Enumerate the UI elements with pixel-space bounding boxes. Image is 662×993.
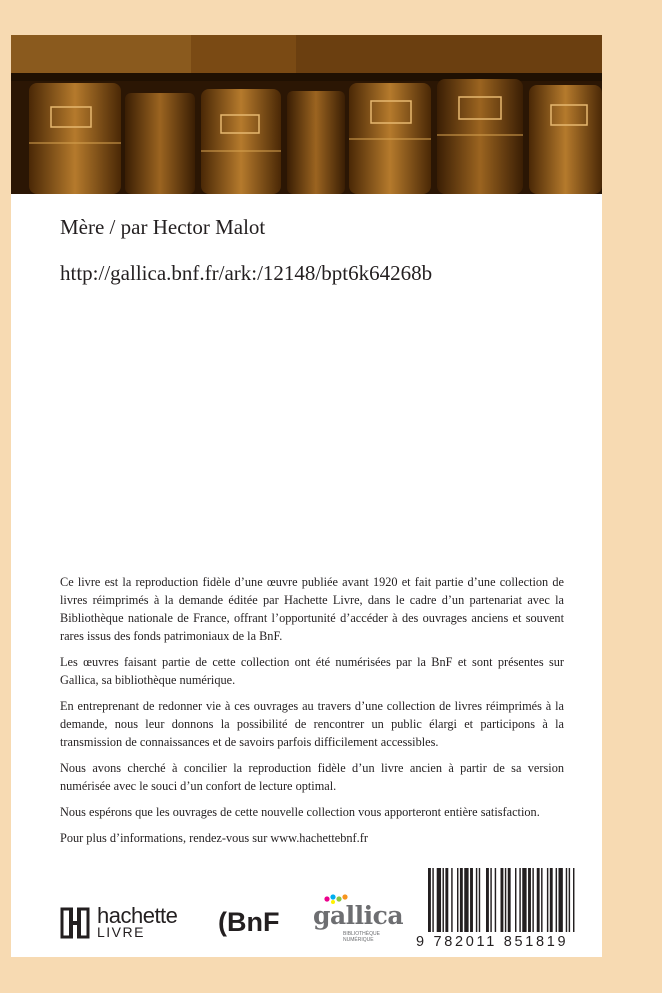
- barcode-bar: [541, 868, 542, 932]
- barcode-bar: [537, 868, 540, 932]
- notice-paragraph: Les œuvres faisant partie de cette collection ont été numérisées par la BnF et sont présentes sur Gallica, sa bibliothèque numérique.: [60, 655, 564, 687]
- barcode-bar: [460, 868, 463, 932]
- barcode-bar: [445, 868, 448, 932]
- barcode-bar: [505, 868, 506, 932]
- bnf-bracket-icon: (: [218, 907, 227, 937]
- barcode-bar: [479, 868, 480, 932]
- barcode-bar: [550, 868, 553, 932]
- barcode-bar: [464, 868, 468, 932]
- bnf-logo: [218, 907, 279, 938]
- gallica-subtitle-line: NUMÉRIQUE: [343, 937, 374, 943]
- barcode-bar: [559, 868, 563, 932]
- bookshelf-banner-image: [11, 35, 602, 194]
- gallica-logo: [313, 893, 404, 943]
- barcode-bar: [566, 868, 567, 932]
- gallica-url: http://gallica.bnf.fr/ark:/12148/bpt6k64268b: [60, 261, 433, 285]
- gallica-wordmark: gallica: [313, 901, 404, 930]
- barcode-bars: [416, 868, 576, 934]
- notice-paragraph: En entreprenant de redonner vie à ces ouvrages au travers d’une collection de livres réimprimés à la demande, nous leur donnons la possibilité de rencontrer un public élargi et participons à la transmission de connaissances et de savoirs parfois difficilement accessibles.: [60, 699, 564, 749]
- barcode-bar: [486, 868, 489, 932]
- barcode-bar: [547, 868, 548, 932]
- barcode-digits: 9 782011 851819: [416, 934, 569, 950]
- barcode-bar: [428, 868, 431, 932]
- barcode-bar: [528, 868, 531, 932]
- notice-paragraph: Nous espérons que les ouvrages de cette nouvelle collection vous apporteront entière satisfaction.: [60, 805, 540, 819]
- barcode-bar: [556, 868, 557, 932]
- barcode-bar: [451, 868, 452, 932]
- bnf-wordmark: BnF: [227, 907, 280, 937]
- hachette-wordmark: hachette: [97, 903, 178, 928]
- barcode-bar: [573, 868, 574, 932]
- back-cover: [11, 35, 602, 957]
- barcode-bar: [437, 868, 441, 932]
- barcode-bar: [457, 868, 458, 932]
- publisher-notice: [60, 573, 564, 855]
- barcode-bar: [490, 868, 491, 932]
- barcode-bar: [443, 868, 444, 932]
- notice-paragraph: Nous avons cherché à concilier la reproduction fidèle d’un livre ancien à partir de sa version numérisée avec le souci d’un confort de lecture optimal.: [60, 761, 564, 793]
- barcode-bar: [476, 868, 477, 932]
- gallica-subtitle: [343, 931, 380, 943]
- hachette-h-icon: [60, 907, 90, 939]
- barcode-bar: [501, 868, 504, 932]
- barcode-bar: [522, 868, 526, 932]
- barcode-bar: [569, 868, 570, 932]
- barcode-bar: [470, 868, 473, 932]
- barcode-bar: [495, 868, 496, 932]
- isbn-barcode: [416, 868, 576, 953]
- gallica-subtitle-line: BIBLIOTHÈQUE: [343, 931, 380, 937]
- barcode-bar: [508, 868, 511, 932]
- book-title: Mère / par Hector Malot: [60, 215, 266, 239]
- livre-wordmark: LIVRE: [97, 924, 145, 940]
- notice-paragraph: Ce livre est la reproduction fidèle d’une œuvre publiée avant 1920 et fait partie d’une collection de livres réimprimés à la demande éditée par Hachette Livre, dans le cadre d’un partenariat avec la Bibliothèque nationale de France, offrant l’opportunité d’accéder à des ouvrages anciens et souvent rares issus des fonds patrimoniaux de la BnF.: [60, 575, 564, 643]
- notice-paragraph: Pour plus d’informations, rendez-vous sur www.hachettebnf.fr: [60, 831, 368, 845]
- hachette-livre-logo: [60, 903, 200, 943]
- barcode-bar: [515, 868, 516, 932]
- barcode-bar: [432, 868, 433, 932]
- barcode-bar: [532, 868, 533, 932]
- bookshelf-illustration: [11, 35, 602, 194]
- barcode-bar: [519, 868, 520, 932]
